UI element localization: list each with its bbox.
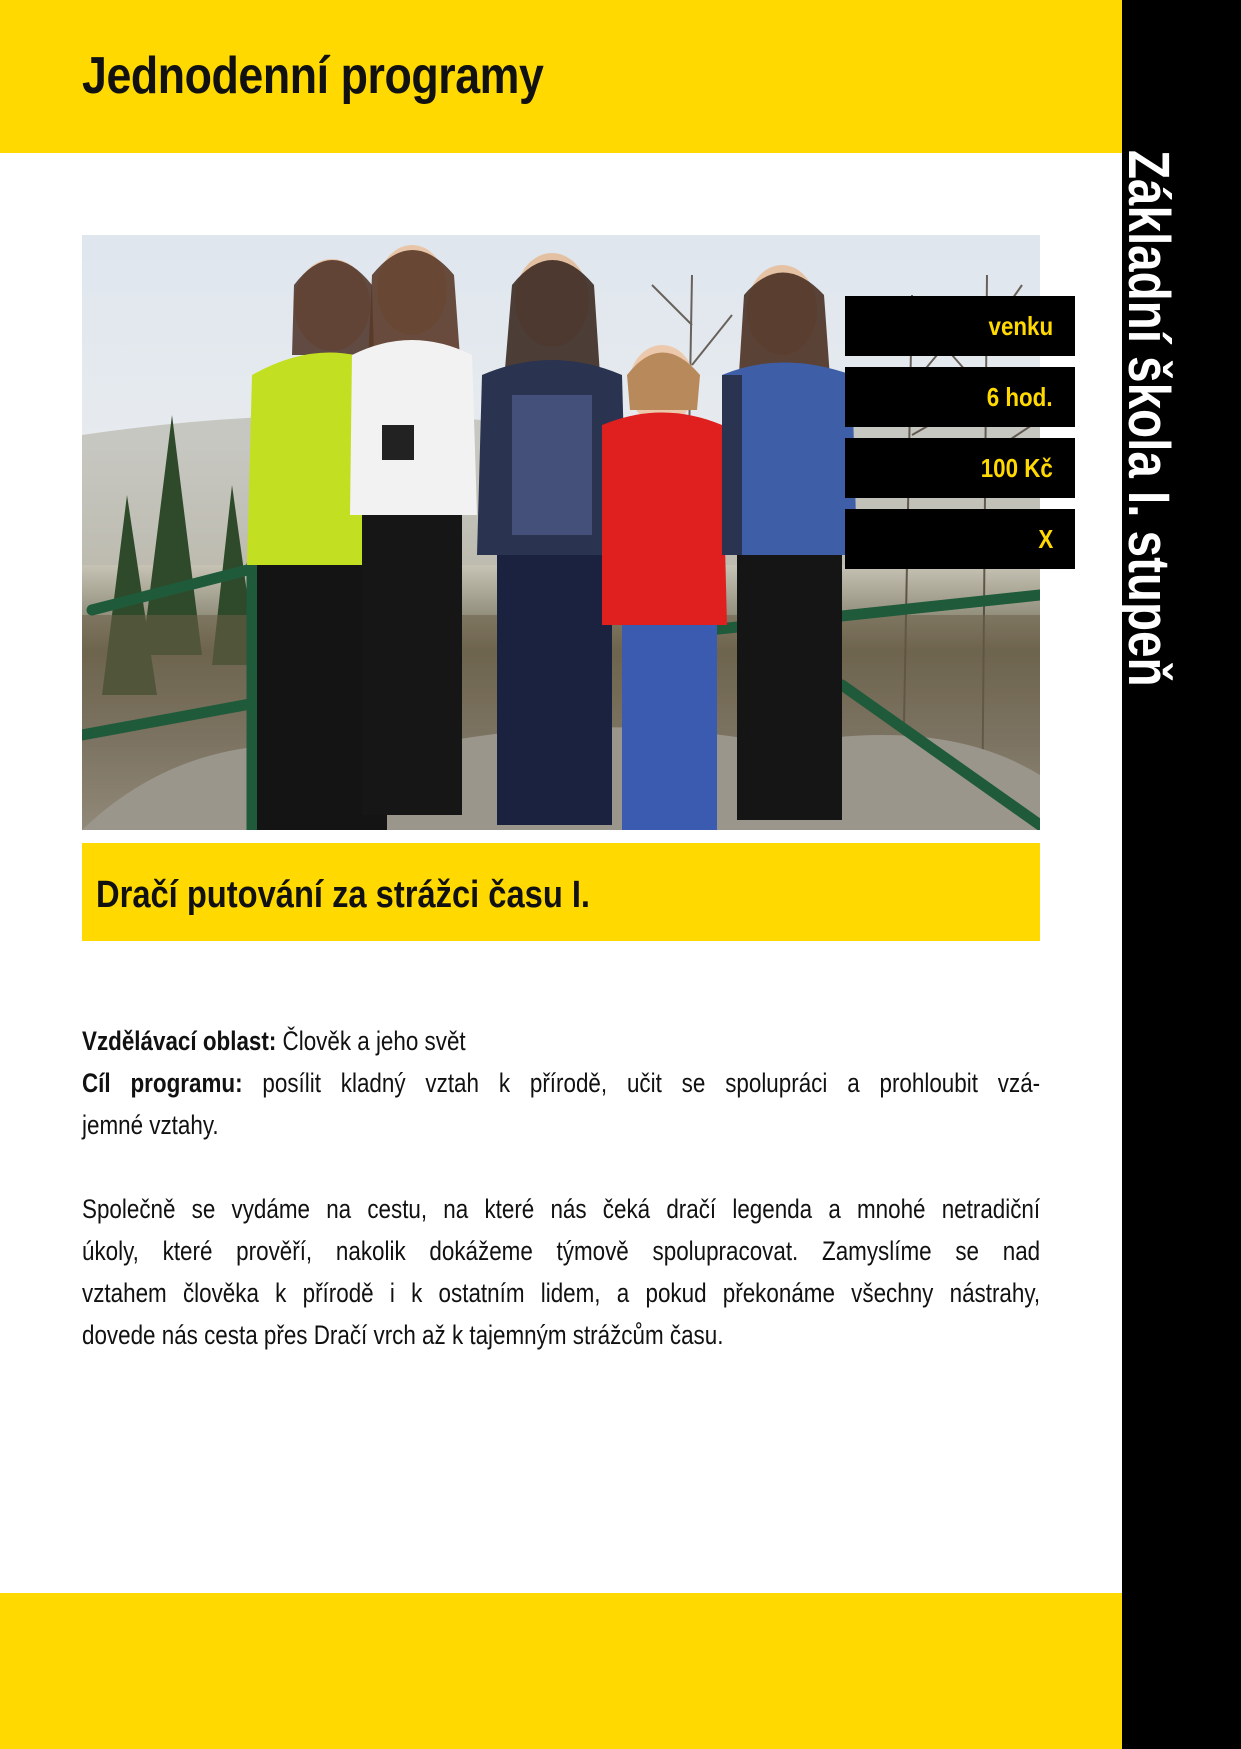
tag-price: 100 Kč xyxy=(845,438,1075,498)
side-vertical-title: Základní škola I. stupeň xyxy=(1116,150,1181,687)
tag-location: venku xyxy=(845,296,1075,356)
goal-text-1: posílit kladný vztah k přírodě, učit se spolupráci a prohloubit vzá- xyxy=(262,1068,1041,1098)
tag-duration: 6 hod. xyxy=(845,367,1075,427)
desc-line-1: Společně se vydáme na cestu, na které nás čeká dračí legenda a mnohé netradiční xyxy=(82,1194,1041,1224)
area-value: Člověk a jeho svět xyxy=(282,1026,466,1056)
page-title: Jednodenní programy xyxy=(82,47,544,105)
header-band xyxy=(0,0,1122,153)
area-line xyxy=(82,1020,1040,1062)
tag-extra: X xyxy=(845,509,1075,569)
desc-line-4: dovede nás cesta přes Dračí vrch až k tajemným strážcům času. xyxy=(82,1320,724,1350)
goal-line-2: jemné vztahy. xyxy=(82,1110,219,1140)
program-title-box xyxy=(82,843,1040,941)
program-title: Dračí putování za strážci času I. xyxy=(96,874,591,916)
goal-label: Cíl programu: xyxy=(82,1068,243,1098)
footer-band xyxy=(0,1593,1122,1749)
goal-line-1 xyxy=(82,1062,1040,1104)
paragraph-gap xyxy=(82,1146,1040,1188)
desc-line-3: vztahem člověka k přírodě i k ostatním lidem, a pokud překonáme všechny nástrahy, xyxy=(82,1278,1041,1308)
area-label: Vzdělávací oblast: xyxy=(82,1026,277,1056)
program-description xyxy=(82,1020,1040,1356)
desc-line-2: úkoly, které prověří, nakolik dokážeme týmově spolupracovat. Zamyslíme se nad xyxy=(82,1236,1041,1266)
